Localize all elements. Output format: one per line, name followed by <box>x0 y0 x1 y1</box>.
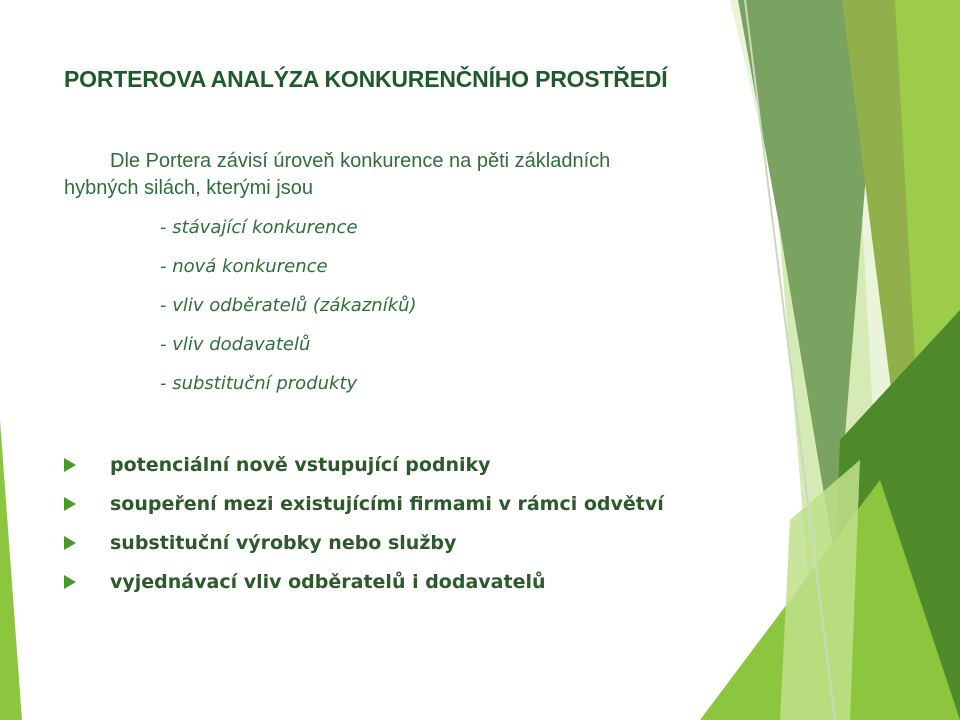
slide-title: PORTEROVA ANALÝZA KONKURENČNÍHO PROSTŘEDÍ <box>64 66 668 92</box>
triangle-bullet-icon <box>64 497 76 511</box>
factor-item <box>64 528 664 567</box>
factor-text: substituční výrobky nebo služby <box>110 532 457 554</box>
triangle-bullet-icon <box>64 536 76 550</box>
factor-text: potenciální nově vstupující podniky <box>110 454 491 476</box>
triangle-bullet-icon <box>64 458 76 472</box>
force-item: - nová konkurence <box>160 256 328 277</box>
factor-item <box>64 489 664 528</box>
force-item: - vliv odběratelů (zákazníků) <box>160 295 417 316</box>
right-facet-wash <box>780 460 860 720</box>
triangle-bullet-icon <box>64 575 76 589</box>
left-accent-shape <box>0 420 22 720</box>
force-item: - substituční produkty <box>160 373 358 394</box>
factor-text: soupeření mezi existujícími firmami v rámci odvětví <box>110 493 664 515</box>
force-item: - vliv dodavatelů <box>160 334 311 355</box>
factor-bullet-list <box>64 450 664 606</box>
factor-item <box>64 567 664 606</box>
intro-line-2: hybných silách, kterými jsou <box>64 177 313 199</box>
factor-text: vyjednávací vliv odběratelů i dodavatelů <box>110 571 546 593</box>
factor-item <box>64 450 664 489</box>
intro-line-1: Dle Portera závisí úroveň konkurence na pěti základních <box>110 150 611 172</box>
force-item: - stávající konkurence <box>160 217 358 238</box>
five-forces-list <box>160 214 417 409</box>
intro-paragraph <box>64 148 744 202</box>
